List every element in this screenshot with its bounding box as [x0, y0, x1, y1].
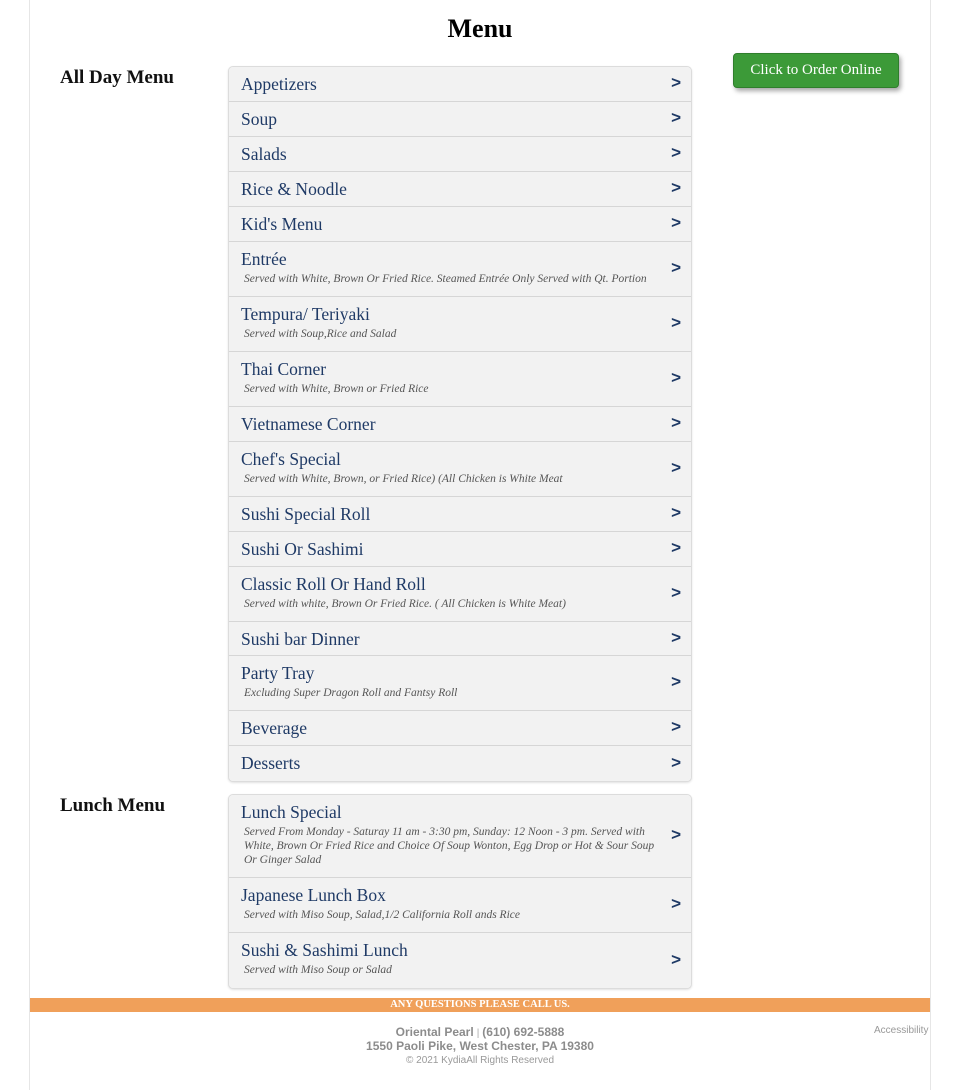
- menu-item-lunch-special[interactable]: [229, 795, 691, 878]
- menu-item-beverage[interactable]: [229, 711, 691, 746]
- chevron-right-icon: >: [671, 752, 681, 772]
- menu-item-description: Served with White, Brown or Fried Rice: [244, 383, 429, 395]
- all-day-menu-list: [228, 66, 692, 782]
- menu-item-name: Salads: [241, 144, 287, 164]
- chevron-right-icon: >: [671, 73, 681, 92]
- footer-address: 1550 Paoli Pike, West Chester, PA 19380: [366, 1039, 594, 1053]
- menu-item-name: Thai Corner: [241, 359, 327, 379]
- menu-item-sushi-bar-dinner[interactable]: [229, 622, 691, 656]
- menu-item-description: Served with white, Brown Or Fried Rice. ( All Chicken is White Meat): [244, 598, 566, 610]
- menu-item-description: Served with White, Brown, or Fried Rice) (All Chicken is White Meat: [244, 473, 563, 485]
- menu-item-name: Appetizers: [241, 74, 317, 94]
- chevron-right-icon: >: [671, 413, 681, 432]
- menu-item-sushi-special-roll[interactable]: [229, 497, 691, 532]
- page-title: Menu: [447, 14, 513, 43]
- menu-item-tempura-teriyaki[interactable]: [229, 297, 691, 352]
- chevron-right-icon: >: [671, 313, 681, 332]
- accessibility-link[interactable]: Accessibility: [874, 1025, 929, 1036]
- menu-item-name: Sushi & Sashimi Lunch: [241, 940, 408, 960]
- menu-item-name: Rice & Noodle: [241, 179, 347, 199]
- chevron-right-icon: >: [671, 538, 681, 557]
- chevron-right-icon: >: [671, 108, 681, 127]
- chevron-right-icon: >: [671, 949, 681, 969]
- menu-item-name: Sushi Or Sashimi: [241, 539, 364, 559]
- chevron-right-icon: >: [671, 368, 681, 387]
- menu-item-soup[interactable]: [229, 102, 691, 137]
- section-label-lunch: Lunch Menu: [60, 795, 166, 816]
- menu-item-name: Vietnamese Corner: [241, 414, 376, 434]
- menu-item-party-tray[interactable]: [229, 656, 691, 711]
- menu-item-salads[interactable]: [229, 137, 691, 172]
- menu-item-description: Served with Miso Soup or Salad: [244, 964, 392, 976]
- chevron-right-icon: >: [671, 672, 681, 691]
- menu-item-desserts[interactable]: [229, 746, 691, 781]
- footer-contact: [0, 1025, 960, 1039]
- menu-item-appetizers[interactable]: [229, 67, 691, 102]
- chevron-right-icon: >: [671, 458, 681, 477]
- order-online-button[interactable]: Click to Order Online: [733, 53, 899, 88]
- restaurant-name: Oriental Pearl: [395, 1025, 474, 1039]
- chevron-right-icon: >: [671, 178, 681, 197]
- menu-item-description: Served with White, Brown Or Fried Rice. Steamed Entrée Only Served with Qt. Portion: [244, 273, 647, 285]
- chevron-right-icon: >: [671, 717, 681, 736]
- menu-item-name: Desserts: [241, 753, 301, 773]
- footer-separator: |: [476, 1028, 480, 1039]
- menu-item-description: Excluding Super Dragon Roll and Fantsy Roll: [244, 687, 458, 699]
- menu-item-name: Sushi Special Roll: [241, 504, 371, 524]
- chevron-right-icon: >: [671, 143, 681, 162]
- menu-item-name: Tempura/ Teriyaki: [241, 304, 370, 324]
- menu-item-thai-corner[interactable]: [229, 352, 691, 407]
- rights-text: All Rights Reserved: [466, 1055, 554, 1066]
- menu-item-rice-noodle[interactable]: [229, 172, 691, 207]
- menu-item-name: Entrée: [241, 249, 287, 269]
- chevron-right-icon: >: [671, 583, 681, 602]
- chevron-right-icon: >: [671, 894, 681, 913]
- copyright-year: © 2021: [405, 1055, 439, 1066]
- chevron-right-icon: >: [671, 258, 681, 277]
- menu-item-name: Japanese Lunch Box: [241, 885, 386, 905]
- menu-item-name: Classic Roll Or Hand Roll: [241, 574, 426, 594]
- menu-item-vietnamese-corner[interactable]: [229, 407, 691, 442]
- menu-item-kids-menu[interactable]: [229, 207, 691, 242]
- lunch-menu-list: [228, 794, 692, 989]
- menu-item-classic-roll[interactable]: [229, 567, 691, 622]
- menu-item-name: Soup: [241, 109, 277, 129]
- menu-item-name: Lunch Special: [241, 802, 342, 822]
- section-label-all-day: All Day Menu: [60, 67, 174, 88]
- chevron-right-icon: >: [671, 627, 681, 647]
- menu-item-name: Chef's Special: [241, 449, 341, 469]
- chevron-right-icon: >: [671, 825, 681, 844]
- menu-item-description: Served with Miso Soup, Salad,1/2 California Roll ands Rice: [244, 909, 520, 921]
- menu-item-name: Sushi bar Dinner: [241, 629, 360, 649]
- menu-item-description: Served with Soup,Rice and Salad: [244, 328, 397, 340]
- footer-copyright: [0, 1055, 960, 1066]
- kydia-brand-link[interactable]: Kydia: [441, 1055, 467, 1066]
- menu-item-chefs-special[interactable]: [229, 442, 691, 497]
- phone-link[interactable]: (610) 692-5888: [482, 1025, 565, 1039]
- chevron-right-icon: >: [671, 213, 681, 232]
- call-us-banner: ANY QUESTIONS PLEASE CALL US.: [30, 998, 930, 1012]
- menu-item-japanese-lunch-box[interactable]: [229, 878, 691, 933]
- menu-item-entree[interactable]: [229, 242, 691, 297]
- menu-item-name: Party Tray: [241, 663, 315, 683]
- menu-item-sushi-or-sashimi[interactable]: [229, 532, 691, 567]
- menu-item-description: Served From Monday - Saturay 11 am - 3:30 pm, Sunday: 12 Noon - 3 pm. Served with White, Brown Or Fried Rice and Choice Of Soup Wonton, Egg Drop or Hot & Sour Soup Or Ginger Salad: [244, 826, 655, 866]
- chevron-right-icon: >: [671, 503, 681, 522]
- menu-item-name: Beverage: [241, 718, 308, 738]
- menu-item-name: Kid's Menu: [241, 214, 323, 234]
- menu-item-sushi-sashimi-lunch[interactable]: [229, 933, 691, 988]
